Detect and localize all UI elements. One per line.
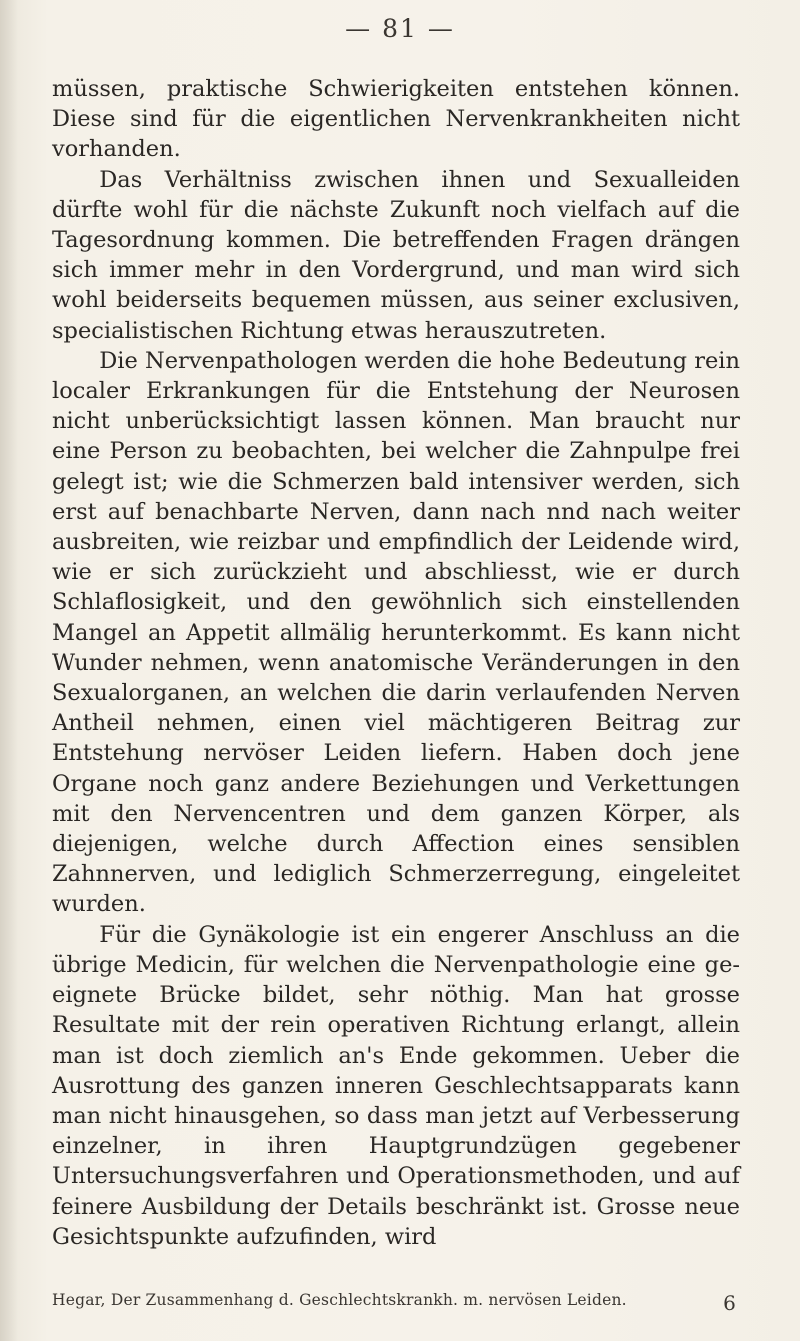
paragraph: müssen, praktische Schwierigkeiten entstehen können. Diese sind für die eigentlichen Nervenkrankheiten nicht vorhanden.: [52, 76, 740, 163]
binding-shadow: [0, 0, 18, 1341]
paragraph: Das Verhältniss zwischen ihnen und Sexualleiden dürfte wohl für die nächste Zukunft noch vielfach auf die Tagesordnung kommen. Die betreffenden Fragen drängen sich immer mehr in den Vordergrund, und man wird sich wohl beiderseits bequemen müssen, aus seiner exclusiven, specialistischen Richtung etwas herauszutreten.: [52, 166, 740, 344]
paragraph: Die Nervenpathologen werden die hohe Bedeutung rein localer Erkrankungen für die Entstehung der Neurosen nicht unberücksichtigt lassen können. Man braucht nur eine Person zu beobachten, bei welcher die Zahnpulpe frei gelegt ist; wie die Schmerzen bald intensiver werden, sich erst auf benachbarte Nerven, dann nach nnd nach weiter ausbreiten, wie reizbar und empfindlich der Leidende wird, wie er sich zurückzieht und abschliesst, wie er durch Schlaflosigkeit, und den gewöhnlich sich einstellenden Mangel an Appetit allmälig herunterkommt. Es kann nicht Wunder nehmen, wenn anatomische Veränderungen in den Sexualorganen, an welchen die darin verlaufenden Nerven Antheil nehmen, einen viel mächtigeren Beitrag zur Entstehung nervöser Leiden liefern. Haben doch jene Organe noch ganz andere Beziehungen und Verkettungen mit den Nervencentren und dem ganzen Körper, als diejenigen, welche durch Affection eines sensiblen Zahnnerven, und lediglich Schmerzerregung, eingeleitet wurden.: [52, 347, 740, 918]
running-title: Hegar, Der Zusammenhang d. Geschlechtskrankh. m. nervösen Leiden.: [52, 1291, 627, 1309]
body-text: [52, 74, 740, 1252]
page-number: — 81 —: [345, 14, 455, 43]
paragraph: Für die Gynäkologie ist ein engerer Anschluss an die übrige Medicin, für welchen die Nervenpathologie eine geeignete Brücke bildet, sehr nöthig. Man hat grosse Resultate mit der rein operativen Richtung erlangt, allein man ist doch ziemlich an's Ende gekommen. Ueber die Ausrottung des ganzen inneren Geschlechtsapparats kann man nicht hinausgehen, so dass man jetzt auf Verbesserung einzelner, in ihren Hauptgrundzügen gegebener Untersuchungsverfahren und Operationsmethoden, und auf feinere Ausbildung der Details beschränkt ist. Grosse neue Gesichtspunkte aufzufinden, wird: [52, 921, 740, 1250]
page-footer: [52, 1291, 740, 1315]
signature-mark: 6: [723, 1291, 736, 1315]
